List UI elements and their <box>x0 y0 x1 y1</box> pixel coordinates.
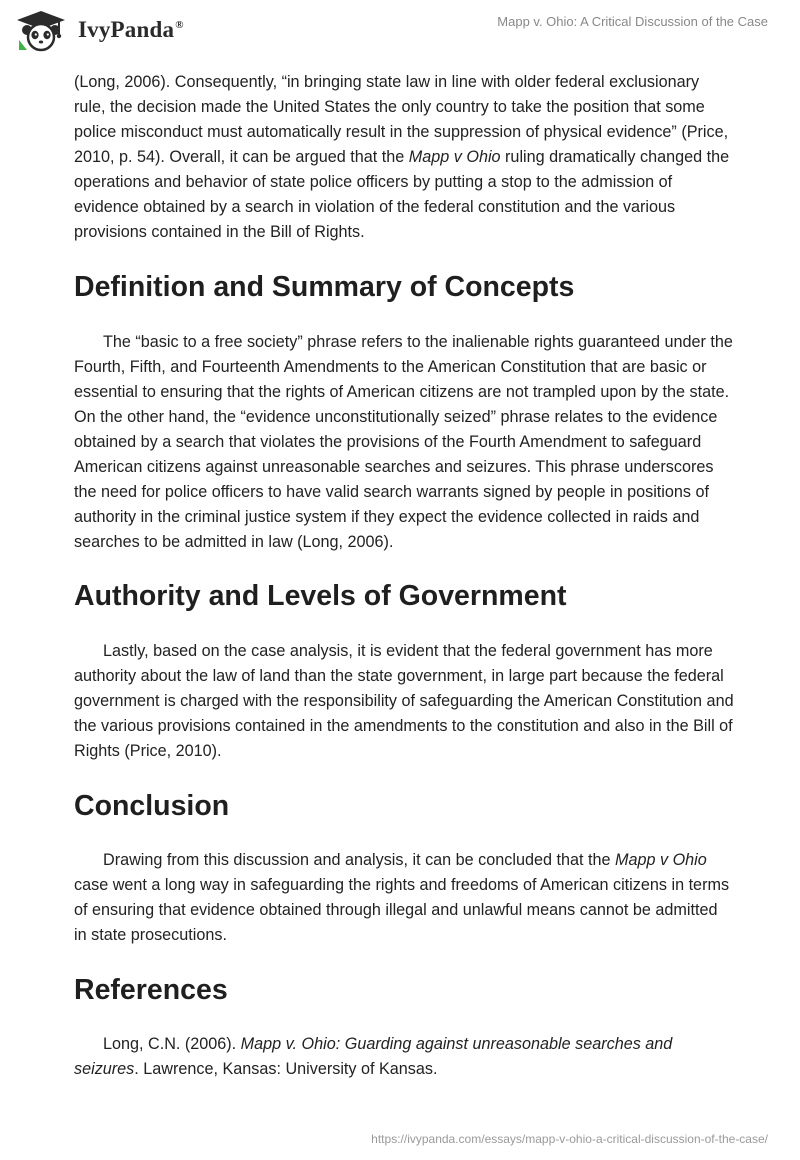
paragraph-authority: Lastly, based on the case analysis, it is evident that the federal government has more authority about the law of land than the state government, in large part because the federal government is charged with the responsibility of safeguarding the American Constitution and the various provisions contained in the amendments to the constitution and also in the Bill of Rights (Price, 2010). <box>74 642 734 760</box>
source-url[interactable]: https://ivypanda.com/essays/mapp-v-ohio-a-critical-discussion-of-the-case/ <box>371 1132 768 1146</box>
reference-entry: Long, C.N. (2006). Mapp v. Ohio: Guarding against unreasonable searches and seizures. Lawrence, Kansas: University of Kansas. <box>74 1035 673 1078</box>
heading-references: References <box>74 974 228 1006</box>
paragraph-definition: The “basic to a free society” phrase refers to the inalienable rights guaranteed under the Fourth, Fifth, and Fourteenth Amendments to the American Constitution that are basic or essential to ensuring that the rights of American citizens are not trampled upon by the state. On the other hand, the “evidence unconstitutionally seized” phrase relates to the evidence obtained by a search that violates the provisions of the Fourth Amendment to safeguard American citizens against unreasonable searches and seizures. This phrase underscores the need for police officers to have valid search warrants signed by people in positions of authority in the criminal justice system if they expect the evidence collected in raids and searches to be admitted in law (Long, 2006). <box>74 333 733 551</box>
page-header <box>0 0 800 62</box>
article-body <box>74 70 734 1082</box>
document-title: Mapp v. Ohio: A Critical Discussion of the Case <box>497 14 768 29</box>
panda-graduate-icon <box>14 8 68 52</box>
heading-authority: Authority and Levels of Government <box>74 580 567 612</box>
ivypanda-logo[interactable] <box>14 8 184 52</box>
brand-name: IvyPanda® <box>78 17 184 42</box>
paragraph-intro-continued: (Long, 2006). Consequently, “in bringing state law in line with older federal exclusionary rule, the decision made the United States the only country to take the position that some police misconduct must automatically result in the suppression of physical evidence” (Price, 2010, p. 54). Overall, it can be argued that the Mapp v Ohio ruling dramatically changed the operations and behavior of state police officers by putting a stop to the admission of evidence obtained by a search in violation of the federal constitution and the various provisions contained in the Bill of Rights. <box>74 73 730 241</box>
heading-definition: Definition and Summary of Concepts <box>74 271 575 303</box>
heading-conclusion: Conclusion <box>74 790 230 822</box>
paragraph-conclusion: Drawing from this discussion and analysis, it can be concluded that the Mapp v Ohio case went a long way in safeguarding the rights and freedoms of American citizens in terms of ensuring that evidence obtained through illegal and unlawful means cannot be admitted in state prosecutions. <box>74 851 730 944</box>
